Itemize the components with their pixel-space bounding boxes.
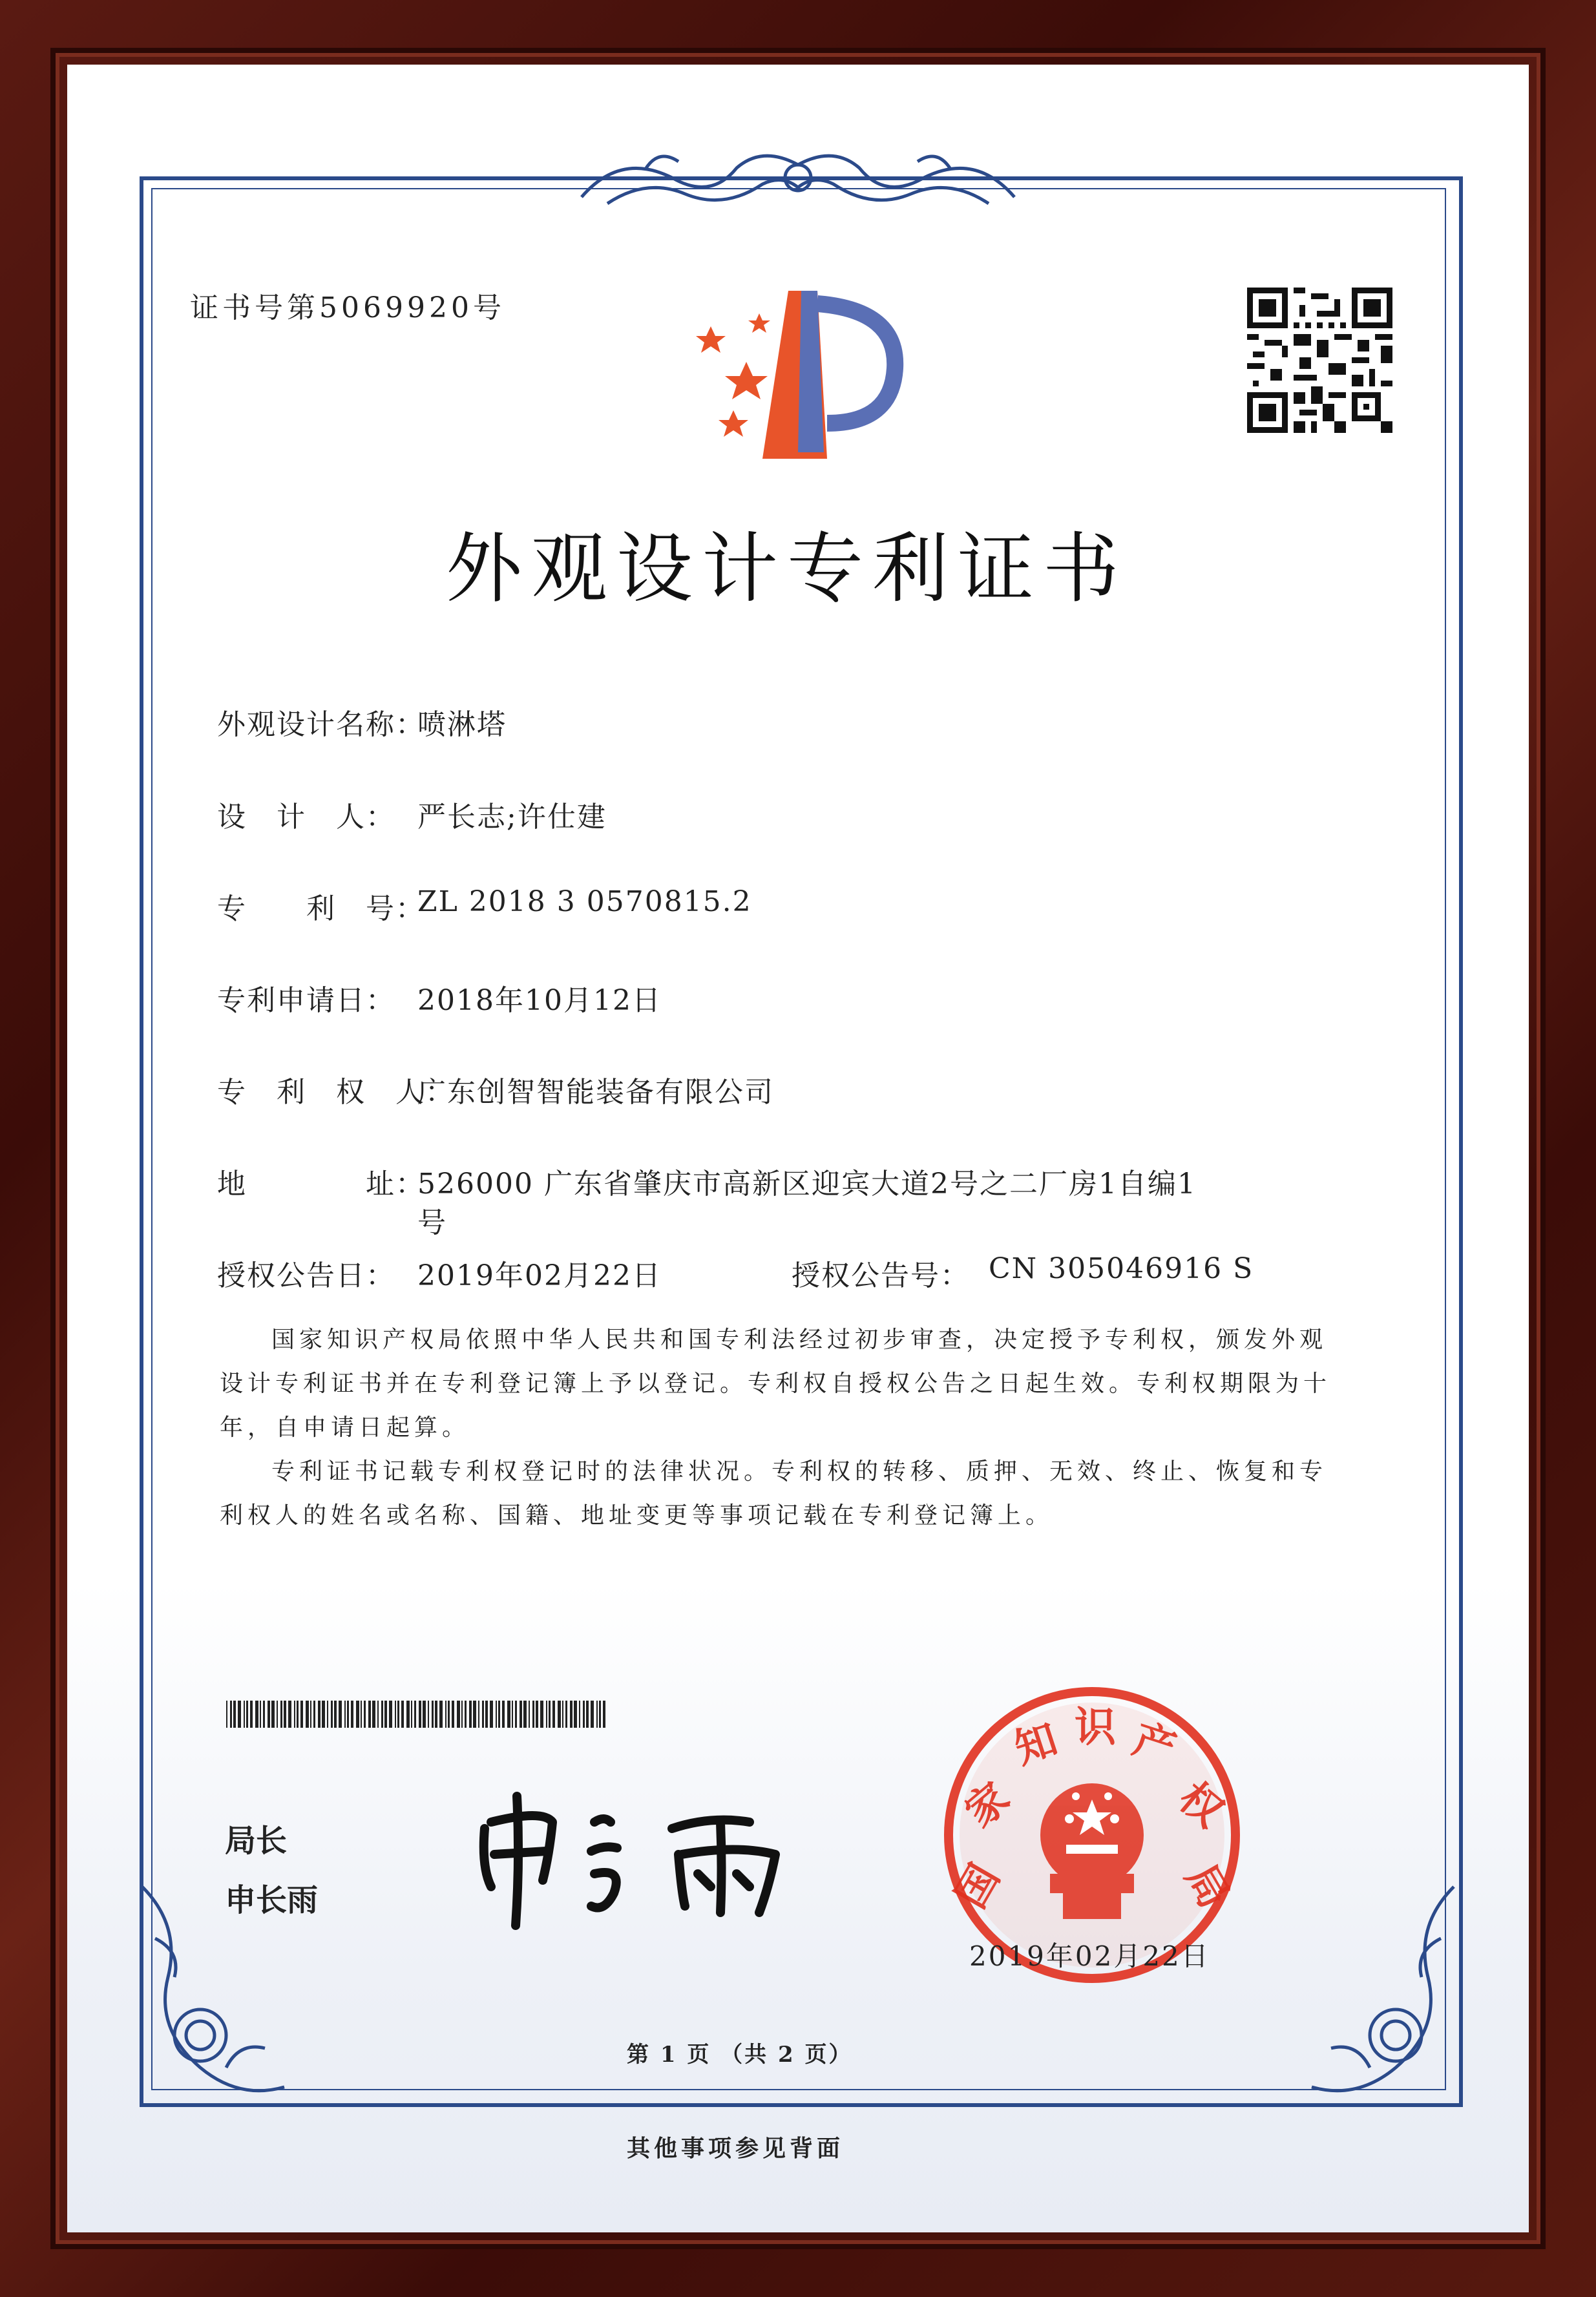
- grant-date-value: 2019年02月22日: [417, 1259, 662, 1292]
- designer-value: 严长志;许仕建: [417, 801, 607, 834]
- design-name-value: 喷淋塔: [417, 708, 507, 741]
- paragraph-1-line-1: 国家知识产权局依照中华人民共和国专利法经过初步审查，决定授予专利权，颁发外观: [271, 1327, 1328, 1353]
- filing-date-label: 专利申请日：: [217, 984, 395, 1017]
- grant-date-label: 授权公告日：: [217, 1259, 395, 1292]
- svg-text:局: 局: [1176, 1856, 1239, 1916]
- signatory-title: 局长: [225, 1823, 288, 1859]
- signatory-name: 申长雨: [225, 1882, 319, 1918]
- paragraph-2-line-1: 专利证书记载专利权登记时的法律状况。专利权的转移、质押、无效、终止、恢复和专: [271, 1458, 1328, 1485]
- svg-text:知: 知: [1009, 1715, 1064, 1774]
- page-indicator: 第 1 页 （共 2 页）: [627, 2042, 853, 2068]
- paragraph-2-line-2: 利权人的姓名或名称、国籍、地址变更等事项记载在专利登记簿上。: [220, 1502, 1054, 1529]
- designer-label: 设 计 人：: [217, 801, 395, 834]
- grant-number-value: CN 305046916 S: [989, 1252, 1254, 1285]
- address-line-2: 号: [417, 1206, 447, 1239]
- design-name-label: 外观设计名称：: [217, 708, 425, 741]
- paragraph-1-line-2: 设计专利证书并在专利登记簿上予以登记。专利权自授权公告之日起生效。专利权期限为十: [220, 1370, 1332, 1397]
- patent-number-label: 专 利 号：: [217, 892, 425, 925]
- address-line-1: 526000 广东省肇庆市高新区迎宾大道2号之二厂房1自编1: [417, 1168, 1197, 1201]
- paragraph-1-line-3: 年，自申请日起算。: [220, 1414, 470, 1441]
- corner-ornament-right-icon: [1299, 1874, 1467, 2106]
- filing-date-value: 2018年10月12日: [417, 984, 662, 1017]
- qr-code-icon: [1247, 288, 1392, 433]
- barcode-icon: [226, 1701, 611, 1728]
- top-ornament-icon: [569, 139, 1027, 223]
- certificate-title: 外观设计专利证书: [446, 524, 1129, 613]
- svg-text:权: 权: [1170, 1774, 1232, 1837]
- patent-office-logo-icon: [685, 284, 918, 465]
- svg-text:国: 国: [947, 1856, 1009, 1916]
- grant-number-label: 授权公告号：: [792, 1259, 970, 1292]
- handwritten-signature-icon: [465, 1783, 801, 1932]
- patentee-value: 广东创智智能装备有限公司: [417, 1076, 774, 1109]
- certificate-number: 证书号第5069920号: [190, 291, 505, 324]
- address-label: 地 址：: [217, 1168, 425, 1201]
- seal-date: 2019年02月22日: [969, 1940, 1210, 1972]
- back-note: 其他事项参见背面: [627, 2135, 845, 2162]
- svg-text:产: 产: [1127, 1715, 1182, 1774]
- patentee-label: 专 利 权 人：: [217, 1076, 455, 1109]
- patent-number-value: ZL 2018 3 0570815.2: [417, 885, 752, 918]
- svg-text:家: 家: [956, 1774, 1019, 1837]
- svg-text:识: 识: [1075, 1704, 1116, 1752]
